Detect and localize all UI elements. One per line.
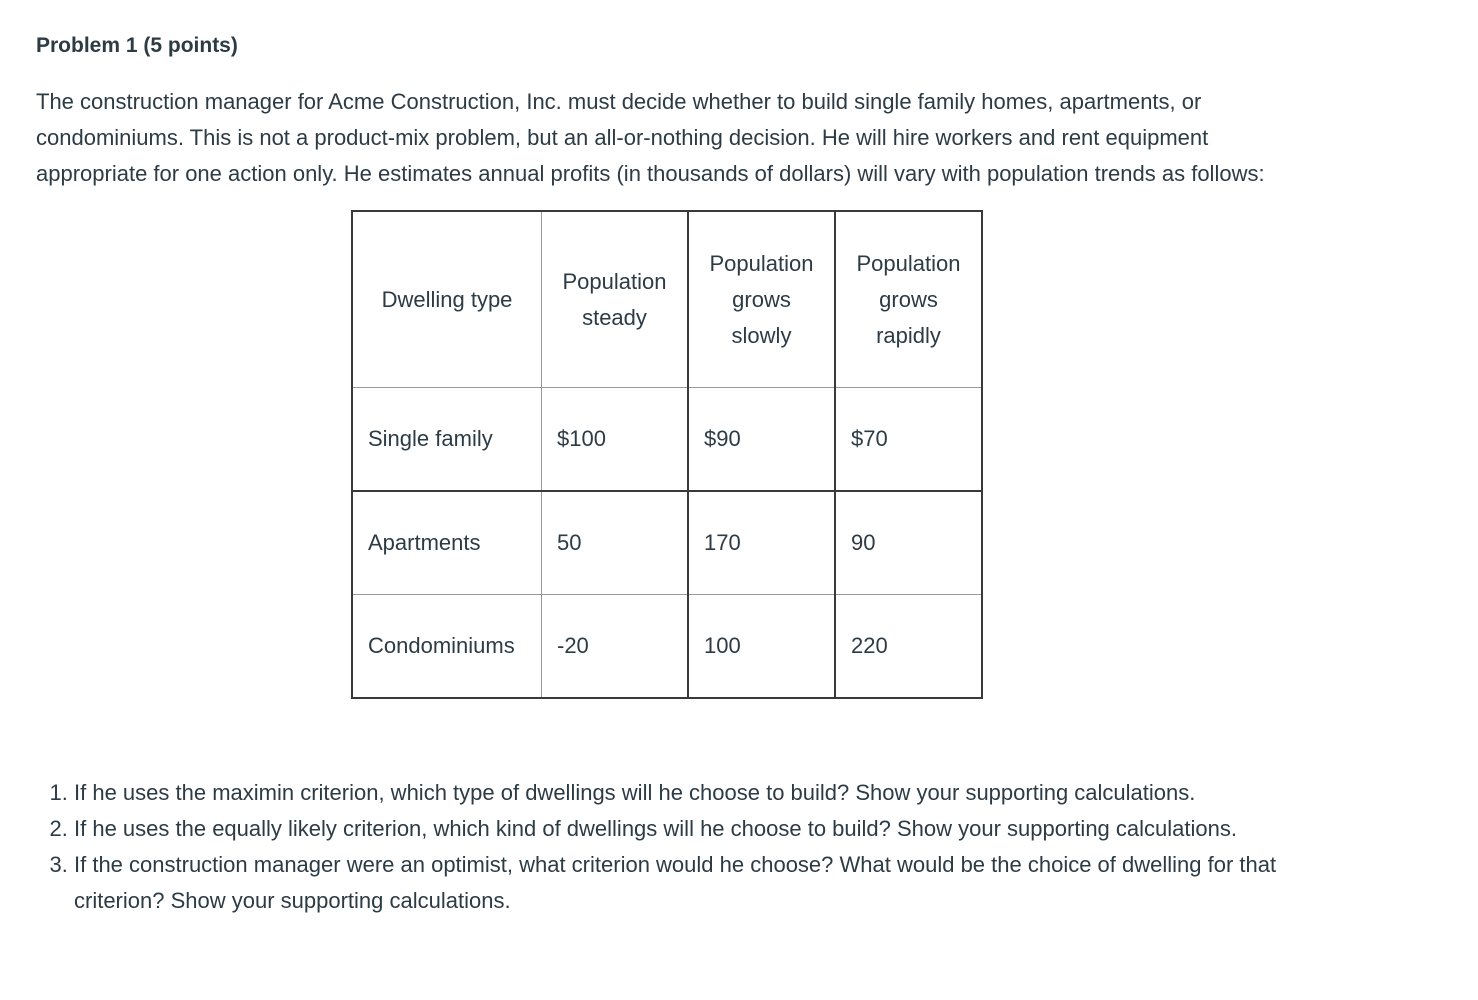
header-grows-slowly: Population grows slowly [688,211,835,388]
table-header-row [352,211,982,388]
row-label: Apartments [352,491,542,595]
table-cell: -20 [542,595,689,699]
row-label: Condominiums [352,595,542,699]
table-cell: $90 [688,388,835,492]
table-cell: $100 [542,388,689,492]
problem-intro: The construction manager for Acme Construction, Inc. must decide whether to build single family homes, apartments, or condominiums. This is not a product-mix problem, but an all-or-nothing decision. He will hire workers and rent equipment appropriate for one action only. He estimates annual profits (in thousands of dollars) will vary with population trends as follows: [36,89,1265,186]
table-row [352,388,982,492]
question-item: 3. If the construction manager were an optimist, what criterion would he choose? What would be the choice of dwelling for that criterion? Show your supporting calculations. [74,847,1334,919]
problem-title: Problem 1 (5 points) [36,34,238,57]
table-cell: 100 [688,595,835,699]
table-cell: 170 [688,491,835,595]
payoff-table [351,210,983,699]
question-list [36,775,1334,919]
table-row [352,595,982,699]
question-item: 1. If he uses the maximin criterion, which type of dwellings will he choose to build? Show your supporting calculations. [74,775,1334,811]
table-cell: 220 [835,595,982,699]
table-cell: 90 [835,491,982,595]
header-population-steady: Population steady [542,211,689,388]
question-item: 2. If he uses the equally likely criterion, which kind of dwellings will he choose to build? Show your supporting calculations. [74,811,1334,847]
problem-content [36,30,1446,919]
row-label: Single family [352,388,542,492]
table-cell: $70 [835,388,982,492]
table-row [352,491,982,595]
table-cell: 50 [542,491,689,595]
header-grows-rapidly: Population grows rapidly [835,211,982,388]
header-dwelling-type: Dwelling type [352,211,542,388]
